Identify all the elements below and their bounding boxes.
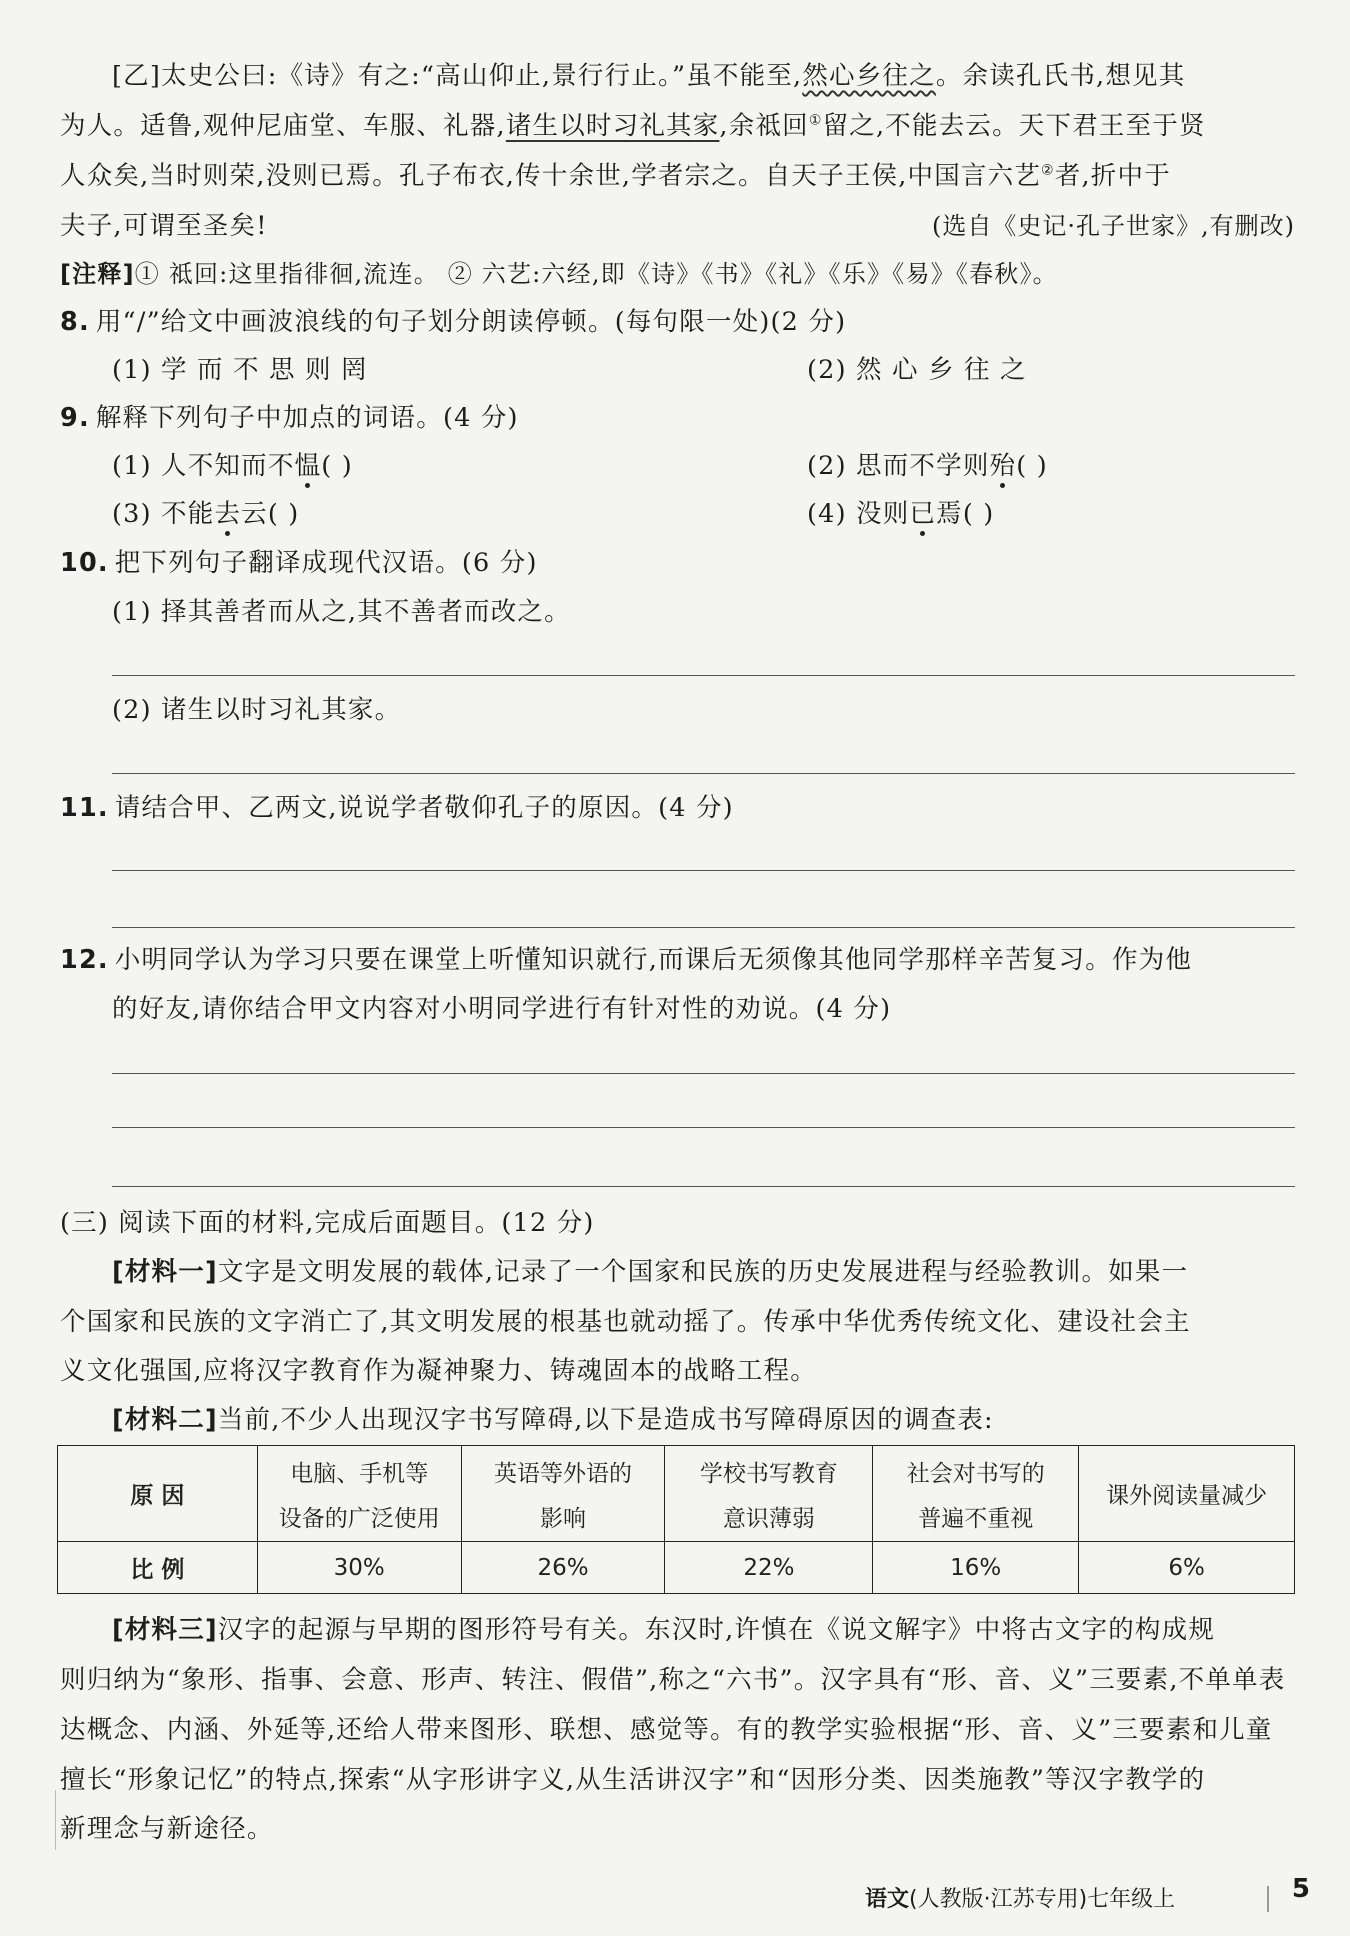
question-9 <box>60 398 1295 438</box>
underlined-sentence: 诸生以时习礼其家 <box>505 111 720 141</box>
material-tag: [材料一] <box>112 1257 218 1287</box>
text: 普遍不重视 <box>918 1505 1034 1532</box>
question-number: 11. <box>60 793 109 823</box>
table-cell: 26% <box>461 1542 665 1594</box>
dotted-word: 去 <box>214 499 242 529</box>
text: 当前,不少人出现汉字书写障碍,以下是造成书写障碍原因的调查表: <box>217 1405 994 1435</box>
text: 云 <box>241 499 268 529</box>
table-cell <box>665 1446 873 1542</box>
text: (2) 思而不学则 <box>807 451 990 481</box>
material-tag: [材料二] <box>112 1405 218 1435</box>
answer-line[interactable] <box>112 927 1295 928</box>
survey-table <box>57 1445 1295 1594</box>
table-cell <box>257 1446 461 1542</box>
text: 解释下列句子中加点的词语。(4 分) <box>95 403 519 433</box>
answer-line[interactable] <box>112 1073 1295 1074</box>
passage-yi-line-2 <box>60 106 1295 146</box>
text: 汉字的起源与早期的图形符号有关。东汉时,许慎在《说文解字》中将古文字的构成规 <box>217 1615 1216 1645</box>
table-row-reasons <box>58 1446 1295 1542</box>
text: 文字是文明发展的载体,记录了一个国家和民族的历史发展进程与经验教训。如果一 <box>217 1257 1189 1287</box>
text: (1) 学 而 不 思 则 罔 <box>112 355 368 385</box>
annotation-notes <box>60 254 1295 294</box>
text: 请结合甲、乙两文,说说学者敬仰孔子的原因。(4 分) <box>114 793 734 823</box>
footnote-marker: ① <box>808 112 823 129</box>
text: 影响 <box>540 1505 587 1532</box>
notes-tag: [注释] <box>60 260 135 288</box>
table-cell: 30% <box>257 1542 461 1594</box>
row-header: 比 例 <box>58 1542 258 1594</box>
text: 夫子,可谓至圣矣! <box>60 211 268 241</box>
text: ,余祗回 <box>719 111 809 141</box>
question-11 <box>60 788 1295 828</box>
text: 焉 <box>936 499 963 529</box>
dotted-word: 殆 <box>989 451 1017 481</box>
table-cell <box>873 1446 1079 1542</box>
q9-items-row2 <box>112 494 1295 534</box>
material-1-line-2: 个国家和民族的文字消亡了,其文明发展的根基也就动摇了。传承中华优秀传统文化、建设社会主 <box>60 1307 1191 1337</box>
text: (1) 人不知而不 <box>112 451 295 481</box>
passage-tag: [乙] <box>112 61 161 91</box>
material-3-line-4: 擅长“形象记忆”的特点,探索“从字形讲字义,从生活讲汉字”和“因形分类、因类施教”等汉字教学的 <box>60 1765 1206 1795</box>
table-cell: 6% <box>1079 1542 1295 1594</box>
dotted-word: 已 <box>909 499 937 529</box>
text: 英语等外语的 <box>494 1460 633 1487</box>
table-row-ratios <box>58 1542 1295 1594</box>
footer-edition: (人教版·江苏专用)七年级上 <box>909 1887 1176 1912</box>
answer-line[interactable] <box>112 675 1295 676</box>
page-number: 5 <box>1291 1874 1310 1904</box>
material-3-line-5: 新理念与新途径。 <box>60 1814 274 1844</box>
q8-items <box>112 350 1295 390</box>
answer-blank[interactable]: ( ) <box>962 499 995 529</box>
material-3-line-2: 则归纳为“象形、指事、会意、形声、转注、假借”,称之“六书”。汉字具有“形、音、义”三要素,不单单表 <box>60 1665 1286 1695</box>
text: 电脑、手机等 <box>290 1460 429 1487</box>
question-10 <box>60 543 1295 583</box>
text: 社会对书写的 <box>906 1460 1045 1487</box>
footer-label <box>865 1882 1175 1913</box>
question-number: 12. <box>60 945 109 975</box>
question-number: 10. <box>60 548 109 578</box>
question-12-line-2: 的好友,请你结合甲文内容对小明同学进行有针对性的劝说。(4 分) <box>112 994 892 1024</box>
text: 把下列句子翻译成现代汉语。(6 分) <box>114 548 538 578</box>
passage-yi-line-3 <box>60 156 1295 196</box>
text: ① 祗回:这里指徘徊,流连。 ② 六艺:六经,即《诗》《书》《礼》《乐》《易》《春秋》。 <box>134 260 1058 288</box>
text: 人众矣,当时则荣,没则已焉。孔子布衣,传十余世,学者宗之。自天子王侯,中国言六艺 <box>60 161 1042 191</box>
text: (3) 不能 <box>112 499 215 529</box>
footer-divider <box>1267 1886 1269 1912</box>
text: 学校书写教育 <box>699 1460 838 1487</box>
text: 太史公曰:《诗》有之:“高山仰止,景行行止。”虽不能至, <box>161 61 803 91</box>
text: 意识薄弱 <box>722 1505 815 1532</box>
answer-blank[interactable]: ( ) <box>267 499 300 529</box>
text: 设备的广泛使用 <box>278 1505 440 1532</box>
text: 小明同学认为学习只要在课堂上听懂知识就行,而课后无须像其他同学那样辛苦复习。作为他 <box>114 945 1193 975</box>
dotted-word: 愠 <box>294 451 322 481</box>
question-number: 8. <box>60 307 90 337</box>
text: 者,折中于 <box>1054 161 1171 191</box>
text: 。余读孔氏书,想见其 <box>935 61 1186 91</box>
table-cell: 22% <box>665 1542 873 1594</box>
material-3-line-1 <box>112 1610 1295 1650</box>
question-8 <box>60 302 1295 342</box>
footnote-marker: ② <box>1041 162 1055 179</box>
text: 用“/”给文中画波浪线的句子划分朗读停顿。(每句限一处)(2 分) <box>95 307 847 337</box>
material-1-line-3: 义文化强国,应将汉字教育作为凝神聚力、铸魂固本的战略工程。 <box>60 1356 817 1386</box>
text: 为人。适鲁,观仲尼庙堂、车服、礼器, <box>60 111 506 141</box>
q10-item-1: (1) 择其善者而从之,其不善者而改之。 <box>112 597 571 627</box>
text: (4) 没则 <box>807 499 910 529</box>
material-tag: [材料三] <box>112 1615 218 1645</box>
passage-yi-line-1 <box>112 56 1295 96</box>
answer-line[interactable] <box>112 773 1295 774</box>
passage-source: (选自《史记·孔子世家》,有删改) <box>932 212 1295 240</box>
footer-subject: 语文 <box>865 1887 910 1912</box>
answer-line[interactable] <box>112 1127 1295 1128</box>
section-3-title: (三) 阅读下面的材料,完成后面题目。(12 分) <box>60 1208 595 1238</box>
answer-blank[interactable]: ( ) <box>321 451 353 481</box>
text: (2) 然 心 乡 往 之 <box>807 355 1027 385</box>
table-cell <box>461 1446 665 1542</box>
q10-item-2: (2) 诸生以时习礼其家。 <box>112 695 402 725</box>
table-cell: 课外阅读量减少 <box>1079 1446 1295 1542</box>
text: 留之,不能去云。天下君王至于贤 <box>822 111 1206 141</box>
q9-items-row1 <box>112 446 1295 486</box>
question-12 <box>60 940 1295 980</box>
answer-line[interactable] <box>112 1186 1295 1187</box>
material-2-line-1 <box>112 1400 1295 1440</box>
material-1-line-1 <box>112 1252 1295 1292</box>
wavy-underlined-sentence: 然心乡往之 <box>802 61 936 91</box>
table-cell: 16% <box>873 1542 1079 1594</box>
margin-rule <box>55 1790 56 1850</box>
row-header: 原 因 <box>58 1446 258 1542</box>
answer-blank[interactable]: ( ) <box>1016 451 1048 481</box>
material-3-line-3: 达概念、内涵、外延等,还给人带来图形、联想、感觉等。有的教学实验根据“形、音、义”三要素和儿童 <box>60 1715 1273 1745</box>
answer-line[interactable] <box>112 870 1295 871</box>
question-number: 9. <box>60 403 90 433</box>
